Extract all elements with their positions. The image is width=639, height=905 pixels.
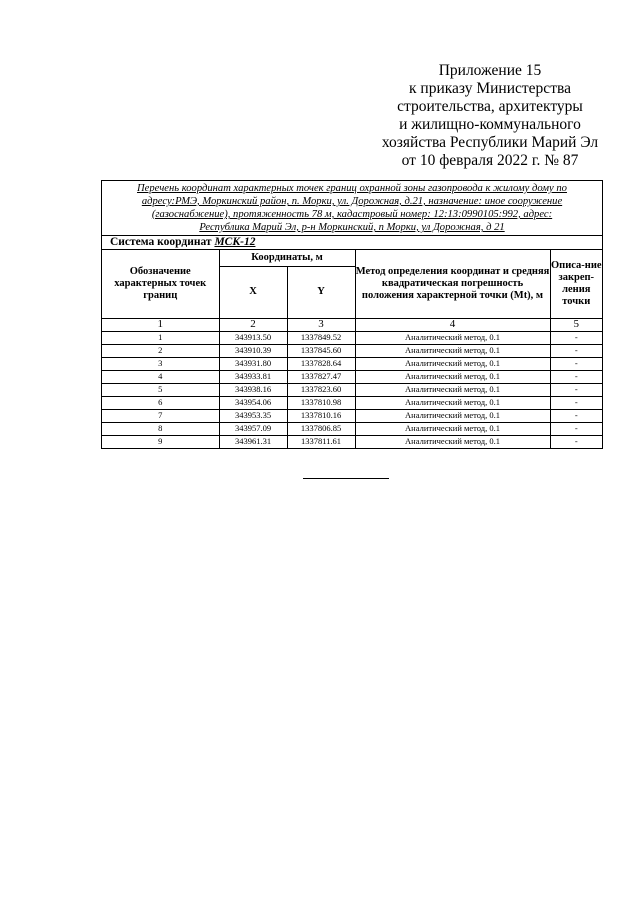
table-row — [102, 396, 602, 409]
coordinate-system-label: Система координат — [110, 236, 215, 248]
header-line: и жилищно-коммунального — [399, 116, 581, 133]
header-line: строительства, архитектуры — [397, 98, 583, 115]
appendix-header — [370, 62, 610, 170]
x-coordinate: 343957.09 — [219, 422, 287, 435]
point-number: 8 — [102, 422, 219, 435]
method-value: Аналитический метод, 0.1 — [355, 370, 550, 383]
column-numbers-row — [102, 318, 602, 331]
y-coordinate: 1337810.98 — [287, 396, 355, 409]
point-number: 5 — [102, 383, 219, 396]
coordinate-system — [102, 236, 602, 250]
column-number: 1 — [102, 318, 219, 331]
y-coordinate: 1337811.61 — [287, 435, 355, 448]
method-header: Метод определения координат и средняя квадратическая погрешность положения характерной точки (Mt), м — [355, 250, 550, 318]
description-line: (газоснабжение), протяженность 78 м, кадастровый номер: 12:13:0990105:992, адрес: — [151, 209, 553, 220]
column-number: 5 — [550, 318, 602, 331]
description-line: адресу:РМЭ, Моркинский район, п. Морки, ул. Дорожная, д.21, назначение: иное сооружение — [141, 196, 563, 207]
coordinates-header: Координаты, м — [219, 250, 355, 266]
method-value: Аналитический метод, 0.1 — [355, 357, 550, 370]
x-coordinate: 343953.35 — [219, 409, 287, 422]
method-value: Аналитический метод, 0.1 — [355, 422, 550, 435]
point-description: - — [550, 331, 602, 344]
x-coordinate: 343961.31 — [219, 435, 287, 448]
description-line: Перечень координат характерных точек границ охранной зоны газопровода к жилому дому по — [137, 183, 567, 194]
x-coordinate: 343913.50 — [219, 331, 287, 344]
point-number: 3 — [102, 357, 219, 370]
coordinates-document-table — [101, 180, 603, 449]
point-number: 6 — [102, 396, 219, 409]
header-line: к приказу Министерства — [409, 80, 571, 97]
point-description: - — [550, 370, 602, 383]
point-description: - — [550, 422, 602, 435]
x-coordinate: 343954.06 — [219, 396, 287, 409]
table-row — [102, 409, 602, 422]
x-header: X — [219, 266, 287, 318]
point-number: 1 — [102, 331, 219, 344]
point-description: - — [550, 396, 602, 409]
table-row — [102, 383, 602, 396]
y-header: Y — [287, 266, 355, 318]
y-coordinate: 1337828.64 — [287, 357, 355, 370]
designation-header: Обозначение характерных точек границ — [102, 250, 219, 318]
point-description: - — [550, 435, 602, 448]
point-number: 2 — [102, 344, 219, 357]
table-row — [102, 357, 602, 370]
y-coordinate: 1337849.52 — [287, 331, 355, 344]
y-coordinate: 1337810.16 — [287, 409, 355, 422]
column-number: 3 — [287, 318, 355, 331]
table-row — [102, 370, 602, 383]
table-row — [102, 344, 602, 357]
x-coordinate: 343931.80 — [219, 357, 287, 370]
coordinate-system-value: МСК-12 — [214, 236, 256, 248]
method-value: Аналитический метод, 0.1 — [355, 344, 550, 357]
y-coordinate: 1337806.85 — [287, 422, 355, 435]
x-coordinate: 343938.16 — [219, 383, 287, 396]
x-coordinate: 343910.39 — [219, 344, 287, 357]
description-line: Республика Марий Эл, р-н Моркинский, п Морки, ул Дорожная, д 21 — [199, 222, 505, 233]
y-coordinate: 1337827.47 — [287, 370, 355, 383]
method-value: Аналитический метод, 0.1 — [355, 396, 550, 409]
table-row — [102, 331, 602, 344]
y-coordinate: 1337845.60 — [287, 344, 355, 357]
x-coordinate: 343933.81 — [219, 370, 287, 383]
method-value: Аналитический метод, 0.1 — [355, 383, 550, 396]
table-row — [102, 435, 602, 448]
point-description: - — [550, 409, 602, 422]
table-row — [102, 422, 602, 435]
method-value: Аналитический метод, 0.1 — [355, 409, 550, 422]
point-description-header: Описа-ние закреп-ления точки — [550, 250, 602, 318]
object-description — [102, 181, 602, 236]
point-number: 7 — [102, 409, 219, 422]
header-line: от 10 февраля 2022 г. № 87 — [401, 152, 579, 169]
header-line: Приложение 15 — [438, 62, 542, 79]
column-number: 4 — [355, 318, 550, 331]
method-value: Аналитический метод, 0.1 — [355, 331, 550, 344]
signature-line — [303, 478, 389, 479]
point-description: - — [550, 383, 602, 396]
coordinate-rows — [102, 331, 602, 448]
point-description: - — [550, 344, 602, 357]
coordinates-table — [102, 250, 602, 448]
point-number: 9 — [102, 435, 219, 448]
point-description: - — [550, 357, 602, 370]
method-value: Аналитический метод, 0.1 — [355, 435, 550, 448]
column-number: 2 — [219, 318, 287, 331]
y-coordinate: 1337823.60 — [287, 383, 355, 396]
point-number: 4 — [102, 370, 219, 383]
header-line: хозяйства Республики Марий Эл — [381, 134, 599, 151]
